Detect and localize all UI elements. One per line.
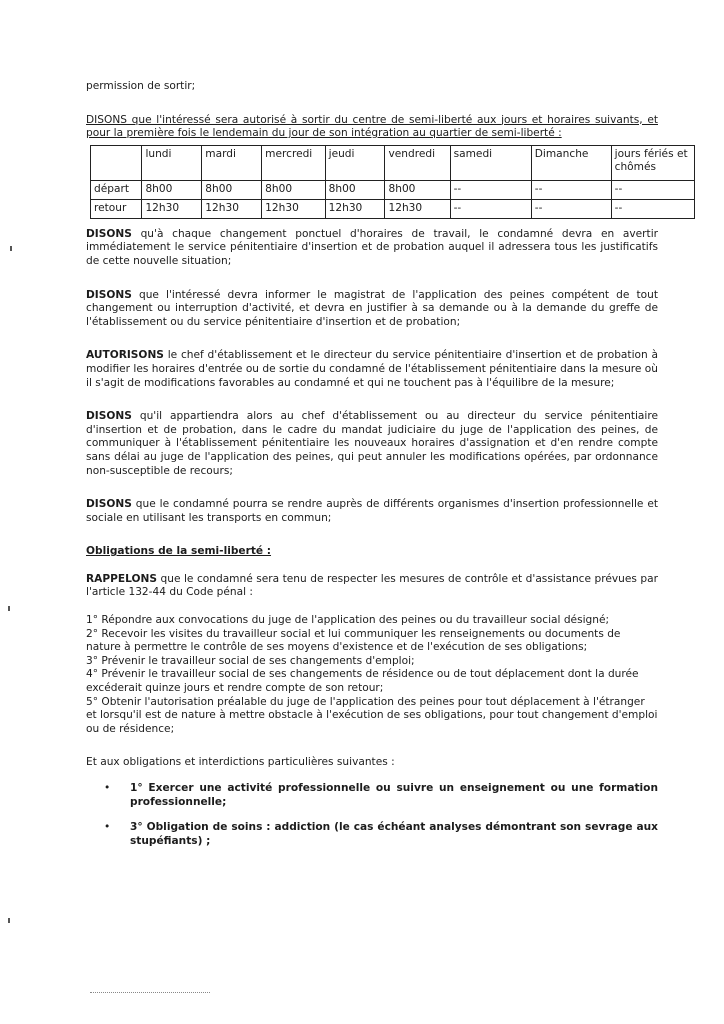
schedule-header-row — [91, 145, 695, 180]
schedule-header-cell: samedi — [450, 145, 531, 180]
schedule-cell: -- — [450, 180, 531, 199]
document-body — [86, 80, 688, 848]
paragraph-informer — [86, 289, 658, 330]
paragraph-lead: DISONS — [86, 498, 132, 511]
schedule-cell: 12h30 — [325, 199, 385, 218]
particular-item — [86, 782, 658, 809]
schedule-cell: 12h30 — [202, 199, 262, 218]
schedule-cell: 8h00 — [262, 180, 325, 199]
paragraph-text: que le condamné sera tenu de respecter les mesures de contrôle et d'assistance prévues par l'article 132-44 du Code pénal : — [86, 572, 658, 599]
obligation-item: 5° Obtenir l'autorisation préalable du juge de l'application des peines pour tout déplacement à l'étranger et lorsqu'il est de nature à mettre obstacle à l'exécution de ses obligations, pour tout changement d'emploi ou de résidence; — [86, 695, 658, 735]
schedule-cell: 8h00 — [142, 180, 202, 199]
schedule-cell: 12h30 — [385, 199, 450, 218]
paragraph-text: que le condamné pourra se rendre auprès de différents organismes d'insertion professionnelle et sociale en utilisant les transports en commun; — [86, 498, 658, 524]
schedule-table — [90, 145, 695, 219]
schedule-header-cell — [91, 145, 142, 180]
particular-item — [86, 821, 658, 848]
schedule-header-cell: jours fériés et chômés — [611, 145, 694, 180]
paragraph-text: qu'il appartiendra alors au chef d'établissement ou au directeur du service pénitentiaire d'insertion et de probation, dans le cadre du mandat judiciaire du juge de l'application des peines, de communiquer à l'établissement pénitentiaire les nouveaux horaires d'assignation et d'en rendre compte sans délai au juge de l'application des peines, qui peut annuler les modifications opérées, par ordonnance non-susceptible de recours; — [86, 410, 658, 477]
schedule-cell: 12h30 — [262, 199, 325, 218]
schedule-cell: -- — [611, 199, 694, 218]
schedule-row-depart — [91, 180, 695, 199]
section-title: Obligations de la semi-liberté : — [86, 545, 272, 558]
schedule-header-cell: vendredi — [385, 145, 450, 180]
schedule-cell: -- — [450, 199, 531, 218]
schedule-cell: 8h00 — [385, 180, 450, 199]
schedule-cell: 12h30 — [142, 199, 202, 218]
obligation-item: 4° Prévenir le travailleur social de ses changements de résidence ou de tout déplacement dont la durée excéderait quinze jours et rendre compte de son retour; — [86, 668, 639, 695]
obligation-item: 1° Répondre aux convocations du juge de l'application des peines ou du travailleur social désigné; — [86, 614, 610, 627]
scan-mark — [10, 246, 12, 251]
schedule-cell: 8h00 — [325, 180, 385, 199]
scan-footer-dots — [90, 992, 210, 994]
particular-text: 1° Exercer une activité professionnelle ou suivre un enseignement ou une formation professionnelle; — [130, 782, 658, 808]
paragraph-changement — [86, 228, 658, 269]
schedule-intro: DISONS que l'intéressé sera autorisé à sortir du centre de semi-liberté aux jours et horaires suivants, et pour la première fois le lendemain du jour de son intégration au quartier de semi-liberté : — [86, 113, 658, 140]
paragraph-lead: DISONS — [86, 227, 132, 240]
schedule-header-cell: mardi — [202, 145, 262, 180]
obligation-item: 3° Prévenir le travailleur social de ses changements d'emploi; — [86, 654, 415, 667]
scan-mark — [8, 918, 10, 923]
schedule-cell: retour — [91, 199, 142, 218]
schedule-header-cell: lundi — [142, 145, 202, 180]
obligation-item: 2° Recevoir les visites du travailleur social et lui communiquer les renseignements ou documents de nature à permettre le contrôle de ses moyens d'existence et de l'exécution de ses obligations; — [86, 627, 621, 654]
schedule-header-cell: Dimanche — [531, 145, 611, 180]
paragraph-transports — [86, 498, 658, 525]
scan-mark — [8, 606, 10, 611]
obligations-list — [86, 614, 658, 736]
paragraph-text: le chef d'établissement et le directeur du service pénitentiaire d'insertion et de probation à modifier les horaires d'entrée ou de sortie du condamné de l'établissement pénitentiaire dans la mesure où il s'agit de modifications favorables au condamné et qui ne touchent pas à l'équilibre de la mesure; — [86, 349, 658, 389]
schedule-header-cell: mercredi — [262, 145, 325, 180]
particular-text: 3° Obligation de soins : addiction (le cas échéant analyses démontrant son sevrage aux stupéfiants) ; — [130, 821, 658, 847]
bullet-icon: • — [104, 782, 111, 794]
bullet-icon: • — [104, 821, 111, 834]
schedule-cell: -- — [611, 180, 694, 199]
particular-intro: Et aux obligations et interdictions particulières suivantes : — [86, 756, 395, 769]
intro-line: permission de sortir; — [86, 80, 196, 92]
paragraph-appartiendra — [86, 410, 658, 478]
paragraph-autorisons — [86, 349, 658, 390]
paragraph-rappelons — [86, 573, 658, 600]
schedule-cell: -- — [531, 180, 611, 199]
paragraph-lead: DISONS — [86, 410, 132, 423]
schedule-header-cell: jeudi — [325, 145, 385, 180]
paragraph-lead: DISONS — [86, 288, 132, 301]
paragraph-text: que l'intéressé devra informer le magistrat de l'application des peines compétent de tout changement ou interruption d'activité, et devra en justifier à sa demande ou à la demande du greffe de l'établissement ou du service pénitentiaire d'insertion et de probation; — [86, 288, 658, 328]
schedule-cell: départ — [91, 180, 142, 199]
paragraph-text: qu'à chaque changement ponctuel d'horaires de travail, le condamné devra en avertir immédiatement le service pénitentiaire d'insertion et de probation auquel il adressera tous les justificatifs de cette nouvelle situation; — [86, 227, 658, 267]
schedule-cell: 8h00 — [202, 180, 262, 199]
paragraph-lead: RAPPELONS — [86, 572, 157, 585]
paragraph-lead: AUTORISONS — [86, 349, 164, 362]
schedule-row-retour — [91, 199, 695, 218]
schedule-cell: -- — [531, 199, 611, 218]
